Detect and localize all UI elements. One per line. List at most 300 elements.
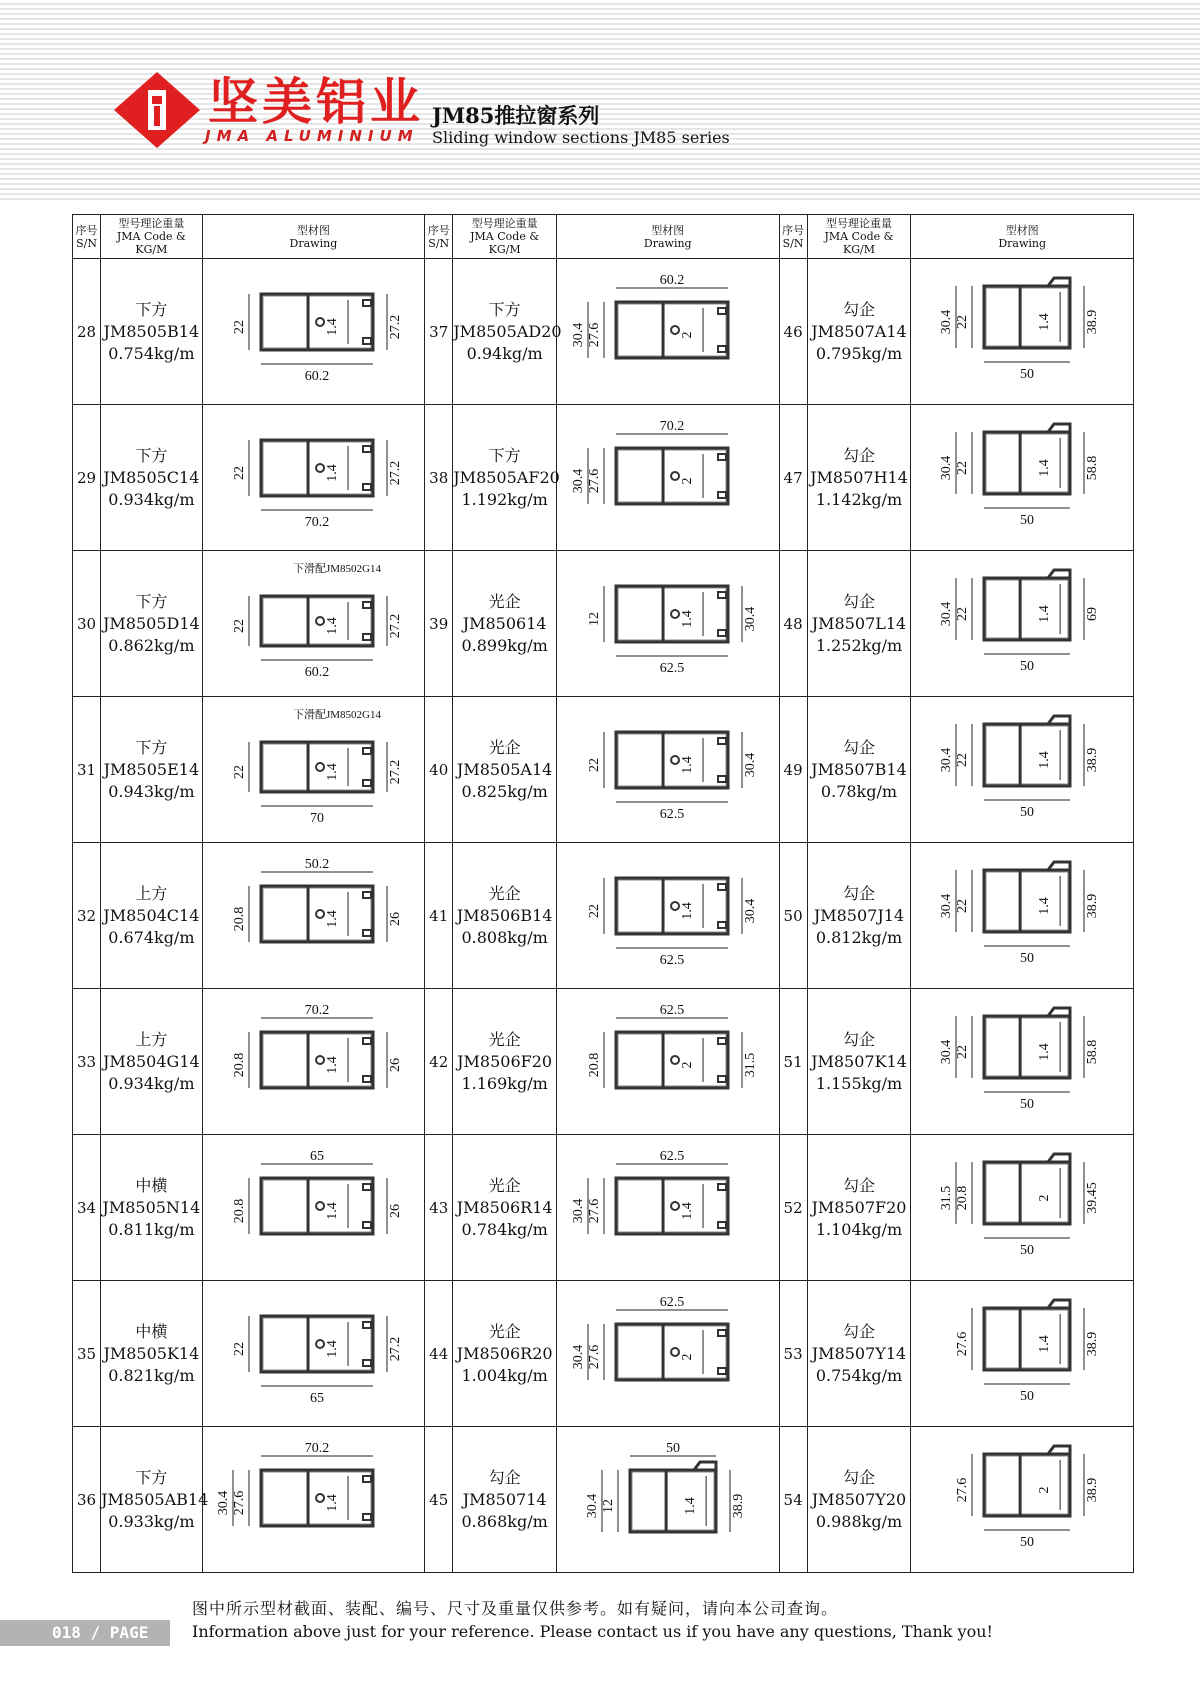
- dimension-label: 2: [679, 477, 695, 484]
- dimension-label: 60.2: [305, 368, 330, 384]
- item-sn: 39: [425, 551, 453, 697]
- dimension-label: 30.4: [939, 455, 955, 480]
- item-code: JM8506F20: [457, 1051, 553, 1071]
- item-code-cell: [101, 843, 203, 989]
- item-drawing: [202, 697, 425, 843]
- item-weight: 0.94kg/m: [466, 343, 543, 363]
- item-sn: 53: [779, 1281, 807, 1427]
- dimension-label: 38.9: [730, 1493, 746, 1518]
- profile-drawing: [568, 408, 768, 548]
- dimension-label: 22: [955, 314, 971, 329]
- table-row: [73, 1281, 1134, 1427]
- item-drawing: [911, 551, 1134, 697]
- item-code-cell: [807, 259, 911, 405]
- header-code: 型号理论重量 JMA Code & KG/M: [101, 215, 203, 259]
- dimension-label: 27.6: [586, 1198, 602, 1223]
- item-code-cell: [453, 1281, 557, 1427]
- dimension-label: 1.4: [1037, 312, 1053, 331]
- item-code-cell: [807, 405, 911, 551]
- dimension-label: 2: [1037, 1486, 1053, 1493]
- table-row: [73, 259, 1134, 405]
- item-drawing: [556, 989, 779, 1135]
- dimension-label: 70.2: [305, 1002, 330, 1018]
- profile-section-shape: [630, 1462, 716, 1532]
- dimension-label: 1.4: [679, 901, 695, 920]
- item-sn: 29: [73, 405, 101, 551]
- dimension-label: 30.4: [570, 322, 586, 347]
- item-weight: 1.192kg/m: [461, 489, 548, 509]
- item-sn: 33: [73, 989, 101, 1135]
- item-weight: 0.934kg/m: [108, 1073, 195, 1093]
- item-code: JM8505N14: [102, 1197, 201, 1217]
- dimension-label: 12: [586, 611, 602, 626]
- dimension-label: 60.2: [305, 664, 330, 680]
- item-sn: 30: [73, 551, 101, 697]
- profile-drawing: [213, 408, 413, 548]
- item-weight: 1.104kg/m: [815, 1219, 903, 1239]
- dimension-label: 30.4: [939, 893, 955, 918]
- item-type: 上方: [135, 1029, 168, 1049]
- dimension-label: 27.2: [388, 1336, 404, 1361]
- item-code: JM8507K14: [811, 1051, 907, 1071]
- item-code: JM8506B14: [456, 905, 553, 925]
- item-drawing: [202, 843, 425, 989]
- item-drawing: [202, 1427, 425, 1573]
- dimension-label: 27.6: [586, 468, 602, 493]
- dimension-label: 20.8: [955, 1185, 971, 1210]
- dimension-label: 50: [1020, 512, 1035, 528]
- header-drawing: 型材图 Drawing: [202, 215, 425, 259]
- profile-drawing: [568, 1430, 768, 1570]
- dimension-label: 30.4: [939, 309, 955, 334]
- item-code: JM8507L14: [811, 613, 907, 633]
- profile-section-shape: [984, 1154, 1070, 1224]
- footer-note-en: Information above just for your reference. Please contact us if you have any questions, Thank you!: [192, 1622, 993, 1641]
- item-code: JM8507B14: [811, 759, 907, 779]
- dimension-label: 2: [679, 1061, 695, 1068]
- profile-drawing: [922, 554, 1122, 694]
- profile-drawing: [213, 700, 413, 840]
- header-sn: 序号 S/N: [73, 215, 101, 259]
- dimension-label: 38.9: [1085, 1331, 1101, 1356]
- item-code: JM8505AB14: [101, 1489, 209, 1509]
- item-drawing: [911, 697, 1134, 843]
- item-code: JM8507J14: [813, 905, 905, 925]
- profile-drawing: [213, 992, 413, 1132]
- item-type: 下方: [135, 445, 168, 465]
- dimension-label: 38.9: [1085, 309, 1101, 334]
- item-code-cell: [807, 1427, 911, 1573]
- profile-drawing: [568, 554, 768, 694]
- profile-section-shape: [984, 716, 1070, 786]
- item-drawing: [202, 1135, 425, 1281]
- profile-section-shape: [984, 278, 1070, 348]
- profile-section-shape: [984, 1446, 1070, 1516]
- item-type: 勾企: [842, 737, 875, 757]
- dimension-label: 1.4: [1037, 1042, 1053, 1061]
- profile-drawing: [922, 262, 1122, 402]
- item-drawing: [556, 551, 779, 697]
- dimension-label: 1.4: [325, 762, 341, 781]
- item-code-cell: [807, 551, 911, 697]
- item-weight: 0.812kg/m: [815, 927, 903, 947]
- item-type: 中横: [135, 1175, 168, 1195]
- item-code: JM8504G14: [103, 1051, 200, 1071]
- item-sn: 37: [425, 259, 453, 405]
- dimension-label: 31.5: [939, 1185, 955, 1210]
- table-row: [73, 697, 1134, 843]
- assembly-note: 下滑配JM8502G14: [293, 562, 382, 575]
- item-type: 勾企: [842, 445, 875, 465]
- dimension-label: 1.4: [325, 1493, 341, 1512]
- dimension-label: 30.4: [742, 898, 758, 923]
- item-type: 勾企: [842, 591, 875, 611]
- profile-drawing: [922, 846, 1122, 986]
- dimension-label: 27.2: [388, 759, 404, 784]
- item-weight: 1.169kg/m: [461, 1073, 548, 1093]
- dimension-label: 27.6: [586, 322, 602, 347]
- dimension-label: 62.5: [659, 1002, 685, 1018]
- table-row: [73, 843, 1134, 989]
- item-type: 下方: [488, 299, 521, 319]
- table-row: [73, 551, 1134, 697]
- item-type: 勾企: [488, 1467, 521, 1487]
- profile-drawing: [213, 846, 413, 986]
- item-sn: 42: [425, 989, 453, 1135]
- item-weight: 0.934kg/m: [108, 489, 195, 509]
- item-type: 下方: [488, 445, 521, 465]
- profile-drawing: [568, 846, 768, 986]
- item-weight: 0.795kg/m: [815, 343, 903, 363]
- profile-drawing: [213, 1138, 413, 1278]
- item-weight: 0.754kg/m: [815, 1365, 903, 1385]
- item-code-cell: [453, 989, 557, 1135]
- profile-section-shape: [616, 1032, 728, 1088]
- item-sn: 36: [73, 1427, 101, 1573]
- footer-note-cn: 图中所示型材截面、装配、编号、尺寸及重量仅供参考。如有疑问，请向本公司查询。: [192, 1599, 839, 1618]
- table-row: [73, 1135, 1134, 1281]
- item-weight: 0.821kg/m: [108, 1365, 195, 1385]
- item-weight: 0.933kg/m: [108, 1511, 195, 1531]
- dimension-label: 22: [232, 465, 248, 480]
- dimension-label: 65: [310, 1390, 325, 1406]
- profile-section-shape: [984, 424, 1070, 494]
- dimension-label: 50: [1020, 1096, 1035, 1112]
- item-sn: 45: [425, 1427, 453, 1573]
- dimension-label: 1.4: [1037, 458, 1053, 477]
- item-code-cell: [101, 1281, 203, 1427]
- dimension-label: 62.5: [659, 1148, 685, 1164]
- dimension-label: 50: [1020, 1242, 1035, 1258]
- dimension-label: 22: [955, 1044, 971, 1059]
- dimension-label: 1.4: [325, 909, 341, 928]
- dimension-label: 20.8: [586, 1052, 602, 1077]
- item-code-cell: [453, 405, 560, 551]
- item-weight: 1.155kg/m: [815, 1073, 903, 1093]
- item-code: JM8505K14: [103, 1343, 200, 1363]
- dimension-label: 26: [388, 1057, 404, 1072]
- item-weight: 1.142kg/m: [815, 489, 903, 509]
- item-code-cell: [101, 1427, 209, 1573]
- dimension-label: 30.4: [939, 1039, 955, 1064]
- profile-section-shape: [261, 742, 373, 792]
- dimension-label: 58.8: [1085, 455, 1101, 480]
- dimension-label: 22: [586, 757, 602, 772]
- item-drawing: [911, 1281, 1134, 1427]
- item-code-cell: [101, 989, 203, 1135]
- dimension-label: 30.4: [742, 606, 758, 631]
- profile-drawing: [568, 992, 768, 1132]
- profile-section-shape: [616, 1178, 728, 1234]
- item-code-cell: [807, 1281, 911, 1427]
- brand-name-en: JMA ALUMINIUM: [205, 127, 419, 145]
- profile-drawing: [213, 554, 413, 694]
- item-drawing: [911, 405, 1134, 551]
- profile-section-shape: [261, 1316, 373, 1372]
- profile-drawing: [568, 1284, 768, 1424]
- page-number: 018 / PAGE: [52, 1623, 149, 1642]
- item-code: JM8507Y20: [811, 1489, 907, 1509]
- item-weight: 0.674kg/m: [108, 927, 195, 947]
- item-drawing: [202, 1281, 425, 1427]
- header-drawing: 型材图 Drawing: [911, 215, 1134, 259]
- item-type: 光企: [488, 1321, 521, 1341]
- item-sn: 46: [779, 259, 807, 405]
- item-weight: 1.004kg/m: [461, 1365, 548, 1385]
- item-sn: 34: [73, 1135, 101, 1281]
- item-weight: 0.862kg/m: [108, 635, 195, 655]
- series-title-en: Sliding window sections JM85 series: [432, 128, 730, 147]
- item-weight: 0.943kg/m: [108, 781, 195, 801]
- dimension-label: 30.4: [216, 1490, 232, 1515]
- profile-section-shape: [261, 596, 373, 646]
- profile-section-shape: [984, 1300, 1070, 1370]
- dimension-label: 70.2: [305, 1440, 330, 1456]
- dimension-label: 22: [955, 752, 971, 767]
- dimension-label: 1.4: [1037, 604, 1053, 623]
- item-drawing: [556, 1281, 779, 1427]
- item-weight: 0.78kg/m: [820, 781, 898, 801]
- dimension-label: 70.2: [305, 514, 330, 530]
- item-type: 下方: [135, 737, 168, 757]
- dimension-label: 50: [1020, 366, 1035, 382]
- dimension-label: 30.4: [570, 468, 586, 493]
- item-drawing: [911, 1135, 1134, 1281]
- profile-section-shape: [616, 302, 728, 358]
- profile-section-shape: [261, 886, 373, 942]
- dimension-label: 27.6: [955, 1477, 971, 1502]
- dimension-label: 1.4: [679, 755, 695, 774]
- dimension-label: 30.4: [584, 1493, 600, 1518]
- dimension-label: 1.4: [325, 317, 341, 336]
- assembly-note: 下滑配JM8502G14: [293, 708, 382, 721]
- dimension-label: 60.2: [659, 272, 685, 288]
- item-sn: 32: [73, 843, 101, 989]
- dimension-label: 27.2: [388, 613, 404, 638]
- profile-section-shape: [261, 1032, 373, 1088]
- item-type: 下方: [135, 1467, 168, 1487]
- dimension-label: 22: [232, 319, 248, 334]
- item-type: 中横: [135, 1321, 168, 1341]
- profile-drawing: [922, 1138, 1122, 1278]
- dimension-label: 39.45: [1085, 1181, 1101, 1214]
- item-code: JM8505C14: [103, 467, 200, 487]
- dimension-label: 1.4: [325, 1201, 341, 1220]
- item-drawing: [911, 989, 1134, 1135]
- profile-section-shape: [261, 1178, 373, 1234]
- item-sn: 31: [73, 697, 101, 843]
- profile-drawing: [213, 1284, 413, 1424]
- dimension-label: 1.4: [1037, 750, 1053, 769]
- profile-section-shape: [616, 1324, 728, 1380]
- dimension-label: 38.9: [1085, 747, 1101, 772]
- profile-drawing: [568, 262, 768, 402]
- dimension-label: 30.4: [939, 747, 955, 772]
- item-drawing: [911, 1427, 1134, 1573]
- item-weight: 0.754kg/m: [108, 343, 195, 363]
- item-code: JM8507H14: [810, 467, 908, 487]
- dimension-label: 58.8: [1085, 1039, 1101, 1064]
- item-code-cell: [807, 1135, 911, 1281]
- item-type: 勾企: [842, 1467, 875, 1487]
- item-drawing: [202, 259, 425, 405]
- item-sn: 50: [779, 843, 807, 989]
- dimension-label: 30.4: [570, 1344, 586, 1369]
- dimension-label: 1.4: [325, 616, 341, 635]
- item-drawing: [556, 259, 779, 405]
- dimension-label: 50: [1020, 950, 1035, 966]
- dimension-label: 22: [232, 1341, 248, 1356]
- item-drawing: [556, 697, 779, 843]
- dimension-label: 22: [955, 898, 971, 913]
- dimension-label: 26: [388, 911, 404, 926]
- dimension-label: 27.2: [388, 314, 404, 339]
- item-weight: 0.825kg/m: [461, 781, 548, 801]
- item-sn: 47: [779, 405, 807, 551]
- item-code: JM8507F20: [811, 1197, 907, 1217]
- dimension-label: 70.2: [659, 418, 685, 434]
- item-type: 下方: [135, 299, 168, 319]
- dimension-label: 62.5: [659, 1294, 685, 1310]
- item-code: JM8505D14: [103, 613, 200, 633]
- item-type: 光企: [488, 1029, 521, 1049]
- item-weight: 0.868kg/m: [461, 1511, 548, 1531]
- item-weight: 1.252kg/m: [815, 635, 903, 655]
- item-code-cell: [101, 259, 203, 405]
- item-code-cell: [101, 697, 203, 843]
- item-weight: 0.811kg/m: [108, 1219, 195, 1239]
- item-type: 勾企: [842, 883, 875, 903]
- item-sn: 38: [425, 405, 453, 551]
- table-header-row: [73, 215, 1134, 259]
- dimension-label: 2: [679, 1353, 695, 1360]
- item-code-cell: [453, 259, 562, 405]
- dimension-label: 2: [1037, 1194, 1053, 1201]
- item-code: JM850614: [462, 613, 547, 633]
- dimension-label: 22: [232, 764, 248, 779]
- dimension-label: 30.4: [570, 1198, 586, 1223]
- dimension-label: 20.8: [232, 1198, 248, 1223]
- item-code-cell: [453, 551, 557, 697]
- profile-drawing: [568, 1138, 768, 1278]
- item-sn: 52: [779, 1135, 807, 1281]
- dimension-label: 27.6: [232, 1490, 248, 1515]
- profile-drawing: [213, 1430, 413, 1570]
- dimension-label: 26: [388, 1203, 404, 1218]
- dimension-label: 22: [955, 606, 971, 621]
- profile-section-shape: [616, 878, 728, 934]
- item-sn: 35: [73, 1281, 101, 1427]
- item-code-cell: [101, 1135, 203, 1281]
- dimension-label: 65: [310, 1148, 325, 1164]
- dimension-label: 27.2: [388, 460, 404, 485]
- dimension-label: 31.5: [742, 1052, 758, 1077]
- item-code-cell: [101, 551, 203, 697]
- item-code-cell: [453, 843, 557, 989]
- header-sn: 序号 S/N: [779, 215, 807, 259]
- dimension-label: 22: [586, 903, 602, 918]
- item-weight: 0.808kg/m: [461, 927, 548, 947]
- header-drawing: 型材图 Drawing: [556, 215, 779, 259]
- item-drawing: [556, 1135, 779, 1281]
- table-row: [73, 1427, 1134, 1573]
- profile-drawing: [922, 1430, 1122, 1570]
- item-type: 光企: [488, 591, 521, 611]
- dimension-label: 62.5: [659, 806, 685, 822]
- jma-logo-icon: [112, 70, 202, 150]
- item-code-cell: [453, 1427, 557, 1573]
- item-code-cell: [453, 1135, 557, 1281]
- item-drawing: [202, 989, 425, 1135]
- table-row: [73, 989, 1134, 1135]
- dimension-label: 30.4: [939, 601, 955, 626]
- dimension-label: 1.4: [325, 1339, 341, 1358]
- dimension-label: 69: [1085, 606, 1101, 621]
- item-drawing: [556, 1427, 779, 1573]
- profile-section-shape: [984, 862, 1070, 932]
- dimension-label: 1.4: [1037, 896, 1053, 915]
- dimension-label: 50: [665, 1440, 680, 1456]
- item-sn: 40: [425, 697, 453, 843]
- item-sn: 48: [779, 551, 807, 697]
- item-code-cell: [807, 697, 911, 843]
- brand-name-cn: 坚美铝业: [208, 73, 424, 131]
- item-code: JM8505AD20: [453, 321, 562, 341]
- dimension-label: 50.2: [305, 856, 330, 872]
- profile-section-shape: [261, 294, 373, 350]
- item-type: 勾企: [842, 299, 875, 319]
- dimension-label: 38.9: [1085, 893, 1101, 918]
- item-code: JM8506R14: [456, 1197, 553, 1217]
- item-sn: 49: [779, 697, 807, 843]
- dimension-label: 62.5: [659, 952, 685, 968]
- dimension-label: 50: [1020, 1388, 1035, 1404]
- item-sn: 44: [425, 1281, 453, 1427]
- dimension-label: 1.4: [682, 1496, 698, 1515]
- item-sn: 51: [779, 989, 807, 1135]
- item-drawing: [911, 843, 1134, 989]
- profile-drawing: [922, 408, 1122, 548]
- item-type: 上方: [135, 883, 168, 903]
- dimension-label: 20.8: [232, 1052, 248, 1077]
- profile-drawing: [922, 1284, 1122, 1424]
- item-drawing: [202, 551, 425, 697]
- item-code-cell: [807, 989, 911, 1135]
- dimension-label: 50: [1020, 658, 1035, 674]
- item-code: JM8507Y14: [811, 1343, 907, 1363]
- item-type: 勾企: [842, 1175, 875, 1195]
- profile-catalog-table: [72, 214, 1134, 1573]
